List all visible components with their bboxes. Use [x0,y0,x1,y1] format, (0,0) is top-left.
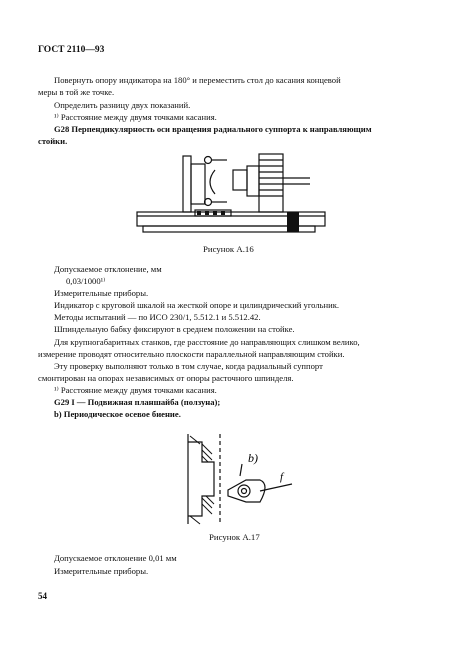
paragraph-line: Повернуть опору индикатора на 180° и переместить стол до касания концевой [54,75,341,85]
test-subheading: b) Периодическое осевое биение. [54,409,181,419]
paragraph-line: меры в той же точке. [38,87,115,97]
paragraph-line: Индикатор с круговой шкалой на жесткой опоре и цилиндрический угольник. [54,300,340,310]
paragraph-line: измерение проводят относительно плоскости параллельной направляющим стойки. [38,349,345,359]
test-heading: G29 I — Подвижная планшайба (ползуна); [54,397,221,407]
test-heading-cont: стойки. [38,136,68,146]
page-header: ГОСТ 2110—93 [38,45,105,55]
paragraph-line: Методы испытаний — по ИСО 230/1, 5.512.1 и 5.512.42. [54,312,261,322]
figure-a17-label-f: f [280,471,284,483]
figure-a16-drawing [135,150,335,242]
paragraph-line: Измерительные приборы. [54,288,149,298]
footnote: ¹⁾ Расстояние между двумя точками касания. [54,112,217,122]
paragraph-line: Измерительные приборы. [54,566,149,576]
paragraph-line: Эту проверку выполняют только в том случае, когда радиальный суппорт [54,361,323,371]
figure-a17-drawing [160,432,300,527]
test-heading: G28 Перпендикулярность оси вращения радиального суппорта к направляющим [54,124,372,134]
figure-a17-label-b: b) [248,451,258,465]
paragraph-line: Шпиндельную бабку фиксируют в среднем положении на стойке. [54,324,295,334]
tolerance-value: 0,03/1000¹⁾ [66,276,106,286]
figure-a17-caption: Рисунок А.17 [209,532,260,542]
page-number: 54 [38,591,47,601]
figure-a16-caption: Рисунок А.16 [203,244,254,254]
footnote: ¹⁾ Расстояние между двумя точками касания. [54,385,217,395]
paragraph-line: Для крупногабаритных станков, где расстояние до направляющих слишком велико, [54,337,360,347]
tolerance-line: Допускаемое отклонение 0,01 мм [54,553,177,563]
paragraph-line: смонтирован на опорах независимых от опоры расточного шпинделя. [38,373,294,383]
tolerance-label: Допускаемое отклонение, мм [54,264,162,274]
paragraph-line: Определить разницу двух показаний. [54,100,191,110]
